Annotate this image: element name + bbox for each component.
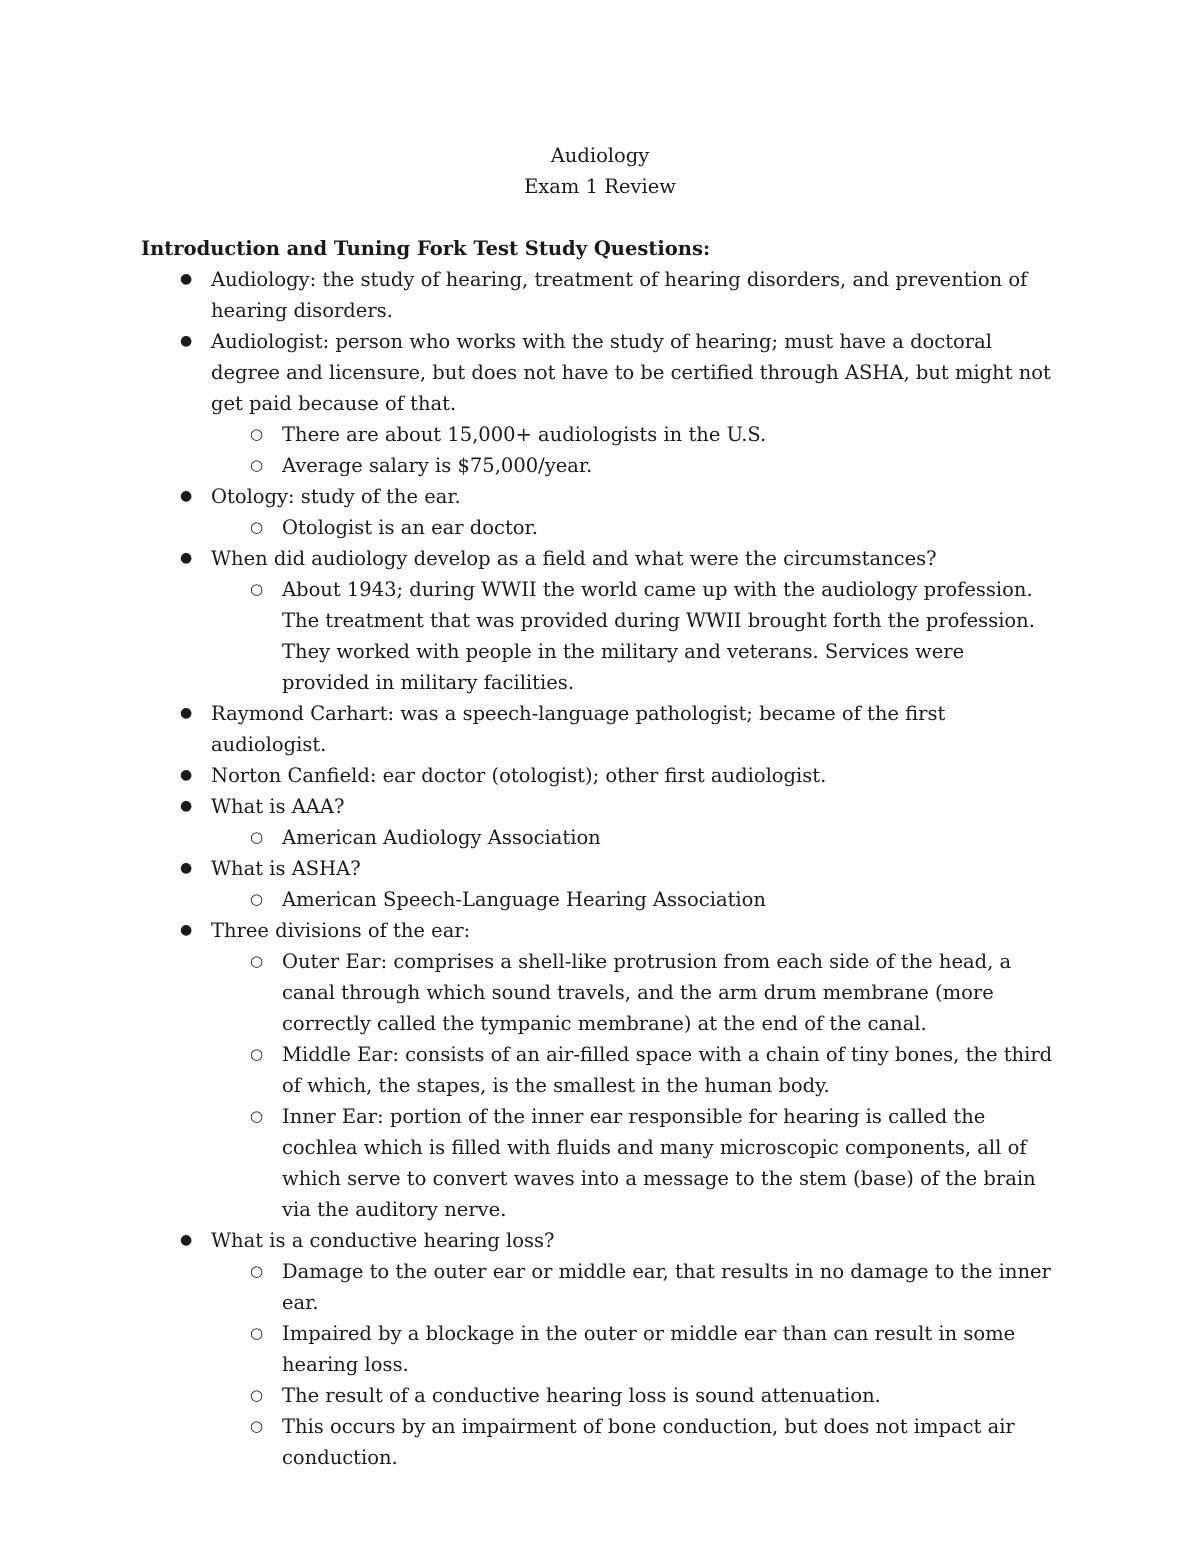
sub-list-item-text: American Speech-Language Hearing Association (282, 888, 766, 911)
sub-list-item (250, 1318, 1056, 1380)
list-item (180, 1225, 1056, 1473)
title-block (0, 140, 1200, 202)
sub-list-item-text: About 1943; during WWII the world came up with the audiology profession. The treatment that was provided during WWII brought forth the profession. They worked with people in the military and veterans. Services were provided in military facilities. (282, 578, 1035, 694)
sub-bullet-list (211, 1256, 1056, 1473)
hollow-bullet-icon: ○ (250, 890, 264, 908)
sub-bullet-list (211, 884, 1056, 915)
sub-list-item (250, 450, 1056, 481)
bullet-icon: ● (180, 922, 193, 938)
hollow-bullet-icon: ○ (250, 1107, 264, 1125)
document-content (141, 233, 1056, 1473)
hollow-bullet-icon: ○ (250, 1262, 264, 1280)
list-item-text: When did audiology develop as a field and what were the circumstances? (211, 547, 937, 570)
hollow-bullet-icon: ○ (250, 952, 264, 970)
list-item-text: Norton Canfield: ear doctor (otologist); other first audiologist. (211, 764, 827, 787)
document-title: Audiology (550, 144, 650, 167)
list-item-text: Otology: study of the ear. (211, 485, 461, 508)
list-item-text: Audiologist: person who works with the study of hearing; must have a doctoral degree and licensure, but does not have to be certified through ASHA, but might not get paid because of that. (211, 330, 1051, 415)
sub-list-item (250, 884, 1056, 915)
section-heading: Introduction and Tuning Fork Test Study Questions: (141, 237, 711, 260)
hollow-bullet-icon: ○ (250, 518, 264, 536)
list-item (180, 698, 1056, 760)
document-subtitle: Exam 1 Review (524, 175, 676, 198)
sub-list-item (250, 1039, 1056, 1101)
sub-list-item-text: Impaired by a blockage in the outer or middle ear than can result in some hearing loss. (282, 1322, 1016, 1376)
bullet-list (141, 264, 1056, 1473)
list-item-text: Audiology: the study of hearing, treatment of hearing disorders, and prevention of hearing disorders. (211, 268, 1028, 322)
sub-list-item (250, 512, 1056, 543)
sub-bullet-list (211, 512, 1056, 543)
hollow-bullet-icon: ○ (250, 828, 264, 846)
list-item (180, 853, 1056, 915)
hollow-bullet-icon: ○ (250, 580, 264, 598)
bullet-icon: ● (180, 271, 193, 287)
sub-list-item (250, 1380, 1056, 1411)
sub-bullet-list (211, 822, 1056, 853)
sub-list-item (250, 419, 1056, 450)
sub-list-item-text: Otologist is an ear doctor. (282, 516, 538, 539)
list-item (180, 264, 1056, 326)
list-item-text: What is a conductive hearing loss? (211, 1229, 555, 1252)
sub-list-item (250, 822, 1056, 853)
sub-bullet-list (211, 946, 1056, 1225)
bullet-icon: ● (180, 860, 193, 876)
sub-list-item (250, 1411, 1056, 1473)
sub-list-item-text: Damage to the outer ear or middle ear, that results in no damage to the inner ear. (282, 1260, 1051, 1314)
bullet-icon: ● (180, 333, 193, 349)
bullet-icon: ● (180, 798, 193, 814)
list-item (180, 326, 1056, 481)
sub-list-item-text: Middle Ear: consists of an air-filled space with a chain of tiny bones, the third of which, the stapes, is the smallest in the human body. (282, 1043, 1053, 1097)
sub-list-item (250, 1101, 1056, 1225)
hollow-bullet-icon: ○ (250, 1324, 264, 1342)
list-item (180, 760, 1056, 791)
bullet-icon: ● (180, 550, 193, 566)
list-item-text: Raymond Carhart: was a speech-language pathologist; became of the first audiologist. (211, 702, 946, 756)
sub-list-item-text: Average salary is $75,000/year. (282, 454, 593, 477)
list-item-text: What is ASHA? (211, 857, 361, 880)
sub-list-item-text: American Audiology Association (282, 826, 601, 849)
hollow-bullet-icon: ○ (250, 1386, 264, 1404)
bullet-icon: ● (180, 705, 193, 721)
sub-list-item (250, 574, 1056, 698)
hollow-bullet-icon: ○ (250, 1417, 264, 1435)
sub-list-item (250, 1256, 1056, 1318)
list-item (180, 481, 1056, 543)
hollow-bullet-icon: ○ (250, 1045, 264, 1063)
sub-list-item (250, 946, 1056, 1039)
list-item (180, 543, 1056, 698)
sub-list-item-text: Outer Ear: comprises a shell-like protrusion from each side of the head, a canal through which sound travels, and the arm drum membrane (more correctly called the tympanic membrane) at the end of the canal. (282, 950, 1012, 1035)
sub-bullet-list (211, 574, 1056, 698)
list-item (180, 915, 1056, 1225)
list-item-text: What is AAA? (211, 795, 345, 818)
bullet-icon: ● (180, 488, 193, 504)
bullet-icon: ● (180, 767, 193, 783)
list-item-text: Three divisions of the ear: (211, 919, 471, 942)
list-item (180, 791, 1056, 853)
sub-list-item-text: Inner Ear: portion of the inner ear responsible for hearing is called the cochlea which is filled with fluids and many microscopic components, all of which serve to convert waves into a message to the stem (base) of the brain via the auditory nerve. (282, 1105, 1036, 1221)
sub-bullet-list (211, 419, 1056, 481)
sub-list-item-text: The result of a conductive hearing loss is sound attenuation. (282, 1384, 881, 1407)
hollow-bullet-icon: ○ (250, 456, 264, 474)
sub-list-item-text: This occurs by an impairment of bone conduction, but does not impact air conduction. (282, 1415, 1015, 1469)
bullet-icon: ● (180, 1232, 193, 1248)
sub-list-item-text: There are about 15,000+ audiologists in the U.S. (282, 423, 767, 446)
hollow-bullet-icon: ○ (250, 425, 264, 443)
